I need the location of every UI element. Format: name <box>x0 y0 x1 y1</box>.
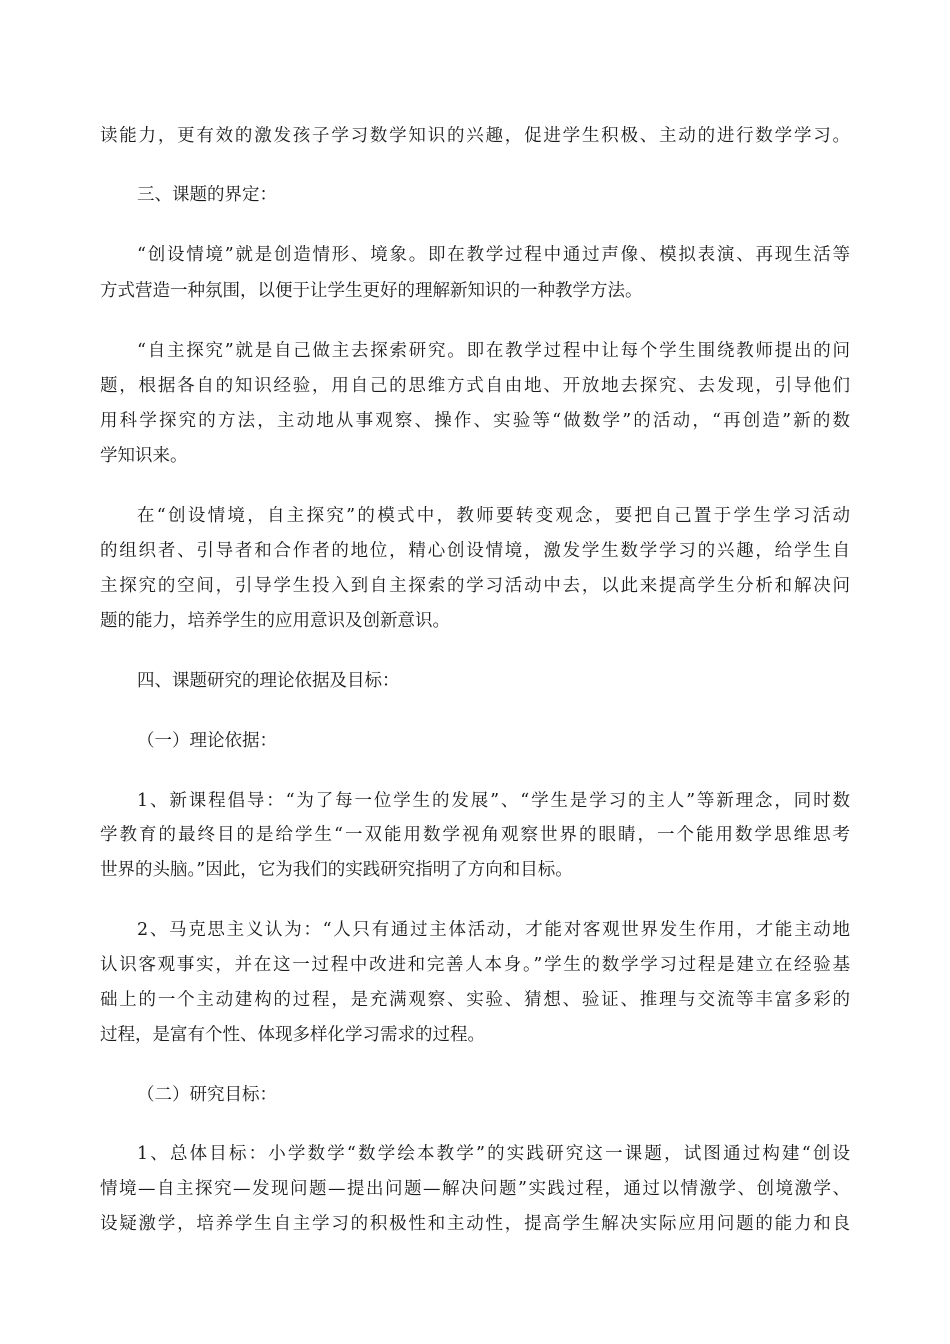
paragraph-line: 主探究的空间，引导学生投入到自主探索的学习活动中去，以此来提高学生分析和解决问 <box>100 576 850 596</box>
paragraph-line: 在“创设情境，自主探究”的模式中，教师要转变观念，要把自己置于学生学习活动 <box>137 506 850 526</box>
paragraph-line: 题的能力，培养学生的应用意识及创新意识。 <box>100 611 450 631</box>
paragraph-line: 础上的一个主动建构的过程，是充满观察、实验、猜想、验证、推理与交流等丰富多彩的 <box>100 990 850 1010</box>
paragraph-line: 题，根据各自的知识经验，用自己的思维方式自由地、开放地去探究、去发现，引导他们 <box>100 376 850 396</box>
section-heading-3: 三、课题的界定： <box>137 185 277 205</box>
paragraph-line: 情境—自主探究—发现问题—提出问题—解决问题”实践过程，通过以情激学、创境激学、 <box>100 1179 850 1199</box>
paragraph-line: 学知识来。 <box>100 446 188 466</box>
paragraph-line: 世界的头脑。”因此，它为我们的实践研究指明了方向和目标。 <box>100 860 573 880</box>
paragraph-line: 认识客观事实，并在这一过程中改进和完善人本身。”学生的数学学习过程是建立在经验基 <box>100 955 850 975</box>
paragraph-line: 用科学探究的方法，主动地从事观察、操作、实验等“做数学”的活动，“再创造”新的数 <box>100 411 850 431</box>
section-heading-4: 四、课题研究的理论依据及目标： <box>137 671 400 691</box>
paragraph-line: 过程，是富有个性、体现多样化学习需求的过程。 <box>100 1025 485 1045</box>
paragraph-line: 2、马克思主义认为：“人只有通过主体活动，才能对客观世界发生作用，才能主动地 <box>137 920 850 940</box>
paragraph-line: 1、新课程倡导：“为了每一位学生的发展”、“学生是学习的主人”等新理念，同时数 <box>137 791 850 811</box>
paragraph-line: 读能力，更有效的激发孩子学习数学知识的兴趣，促进学生积极、主动的进行数学学习。 <box>100 126 850 146</box>
paragraph-line: 的组织者、引导者和合作者的地位，精心创设情境，激发学生数学学习的兴趣，给学生自 <box>100 541 850 561</box>
paragraph-line: “创设情境”就是创造情形、境象。即在教学过程中通过声像、模拟表演、再现生活等 <box>137 245 850 265</box>
paragraph-line: 学教育的最终目的是给学生“一双能用数学视角观察世界的眼睛，一个能用数学思维思考 <box>100 825 850 845</box>
paragraph-line: “自主探究”就是自己做主去探索研究。即在教学过程中让每个学生围绕教师提出的问 <box>137 341 850 361</box>
paragraph-line: 设疑激学，培养学生自主学习的积极性和主动性，提高学生解决实际应用问题的能力和良 <box>100 1214 850 1234</box>
paragraph-line: 1、总体目标：小学数学“数学绘本教学”的实践研究这一课题，试图通过构建“创设 <box>137 1144 850 1164</box>
subsection-heading: （一）理论依据： <box>137 731 277 751</box>
paragraph-line: 方式营造一种氛围，以便于让学生更好的理解新知识的一种教学方法。 <box>100 281 643 301</box>
subsection-heading: （二）研究目标： <box>137 1085 277 1105</box>
